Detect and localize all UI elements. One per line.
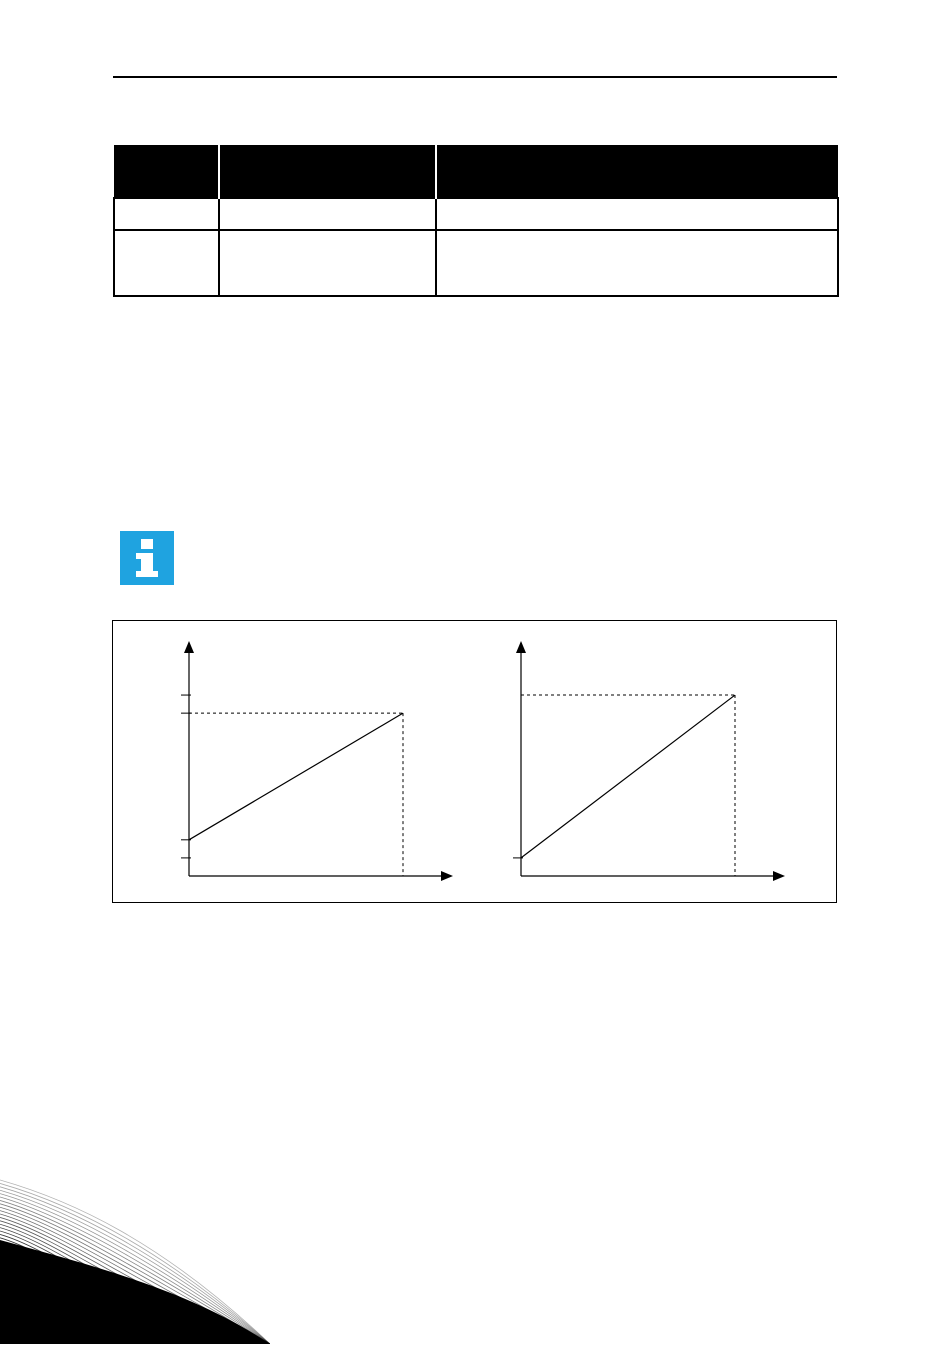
- header-rule: [113, 76, 837, 78]
- swoosh-shape: [0, 1180, 270, 1344]
- y-axis-arrow: [516, 641, 526, 653]
- data-line: [189, 713, 403, 840]
- table-header-cell: [114, 145, 219, 198]
- figure-graphs: [113, 621, 838, 904]
- table-row: [114, 230, 838, 296]
- info-icon: [120, 531, 174, 585]
- y-axis-arrow: [184, 641, 194, 653]
- table-header-cell: [219, 145, 436, 198]
- info-icon-dot: [141, 539, 153, 549]
- table-cell: [114, 230, 219, 296]
- x-axis-arrow: [773, 871, 785, 881]
- x-axis-arrow: [441, 871, 453, 881]
- table-cell: [219, 198, 436, 230]
- data-line: [521, 695, 735, 858]
- table-cell: [436, 198, 838, 230]
- parameter-table: [113, 145, 839, 297]
- table-header-row: [114, 145, 838, 198]
- table-header-cell: [436, 145, 838, 198]
- table-cell: [219, 230, 436, 296]
- table-cell: [114, 198, 219, 230]
- footer-swoosh-decoration: [0, 1170, 270, 1349]
- table-row: [114, 198, 838, 230]
- table-cell: [436, 230, 838, 296]
- figure-frame: [112, 620, 837, 903]
